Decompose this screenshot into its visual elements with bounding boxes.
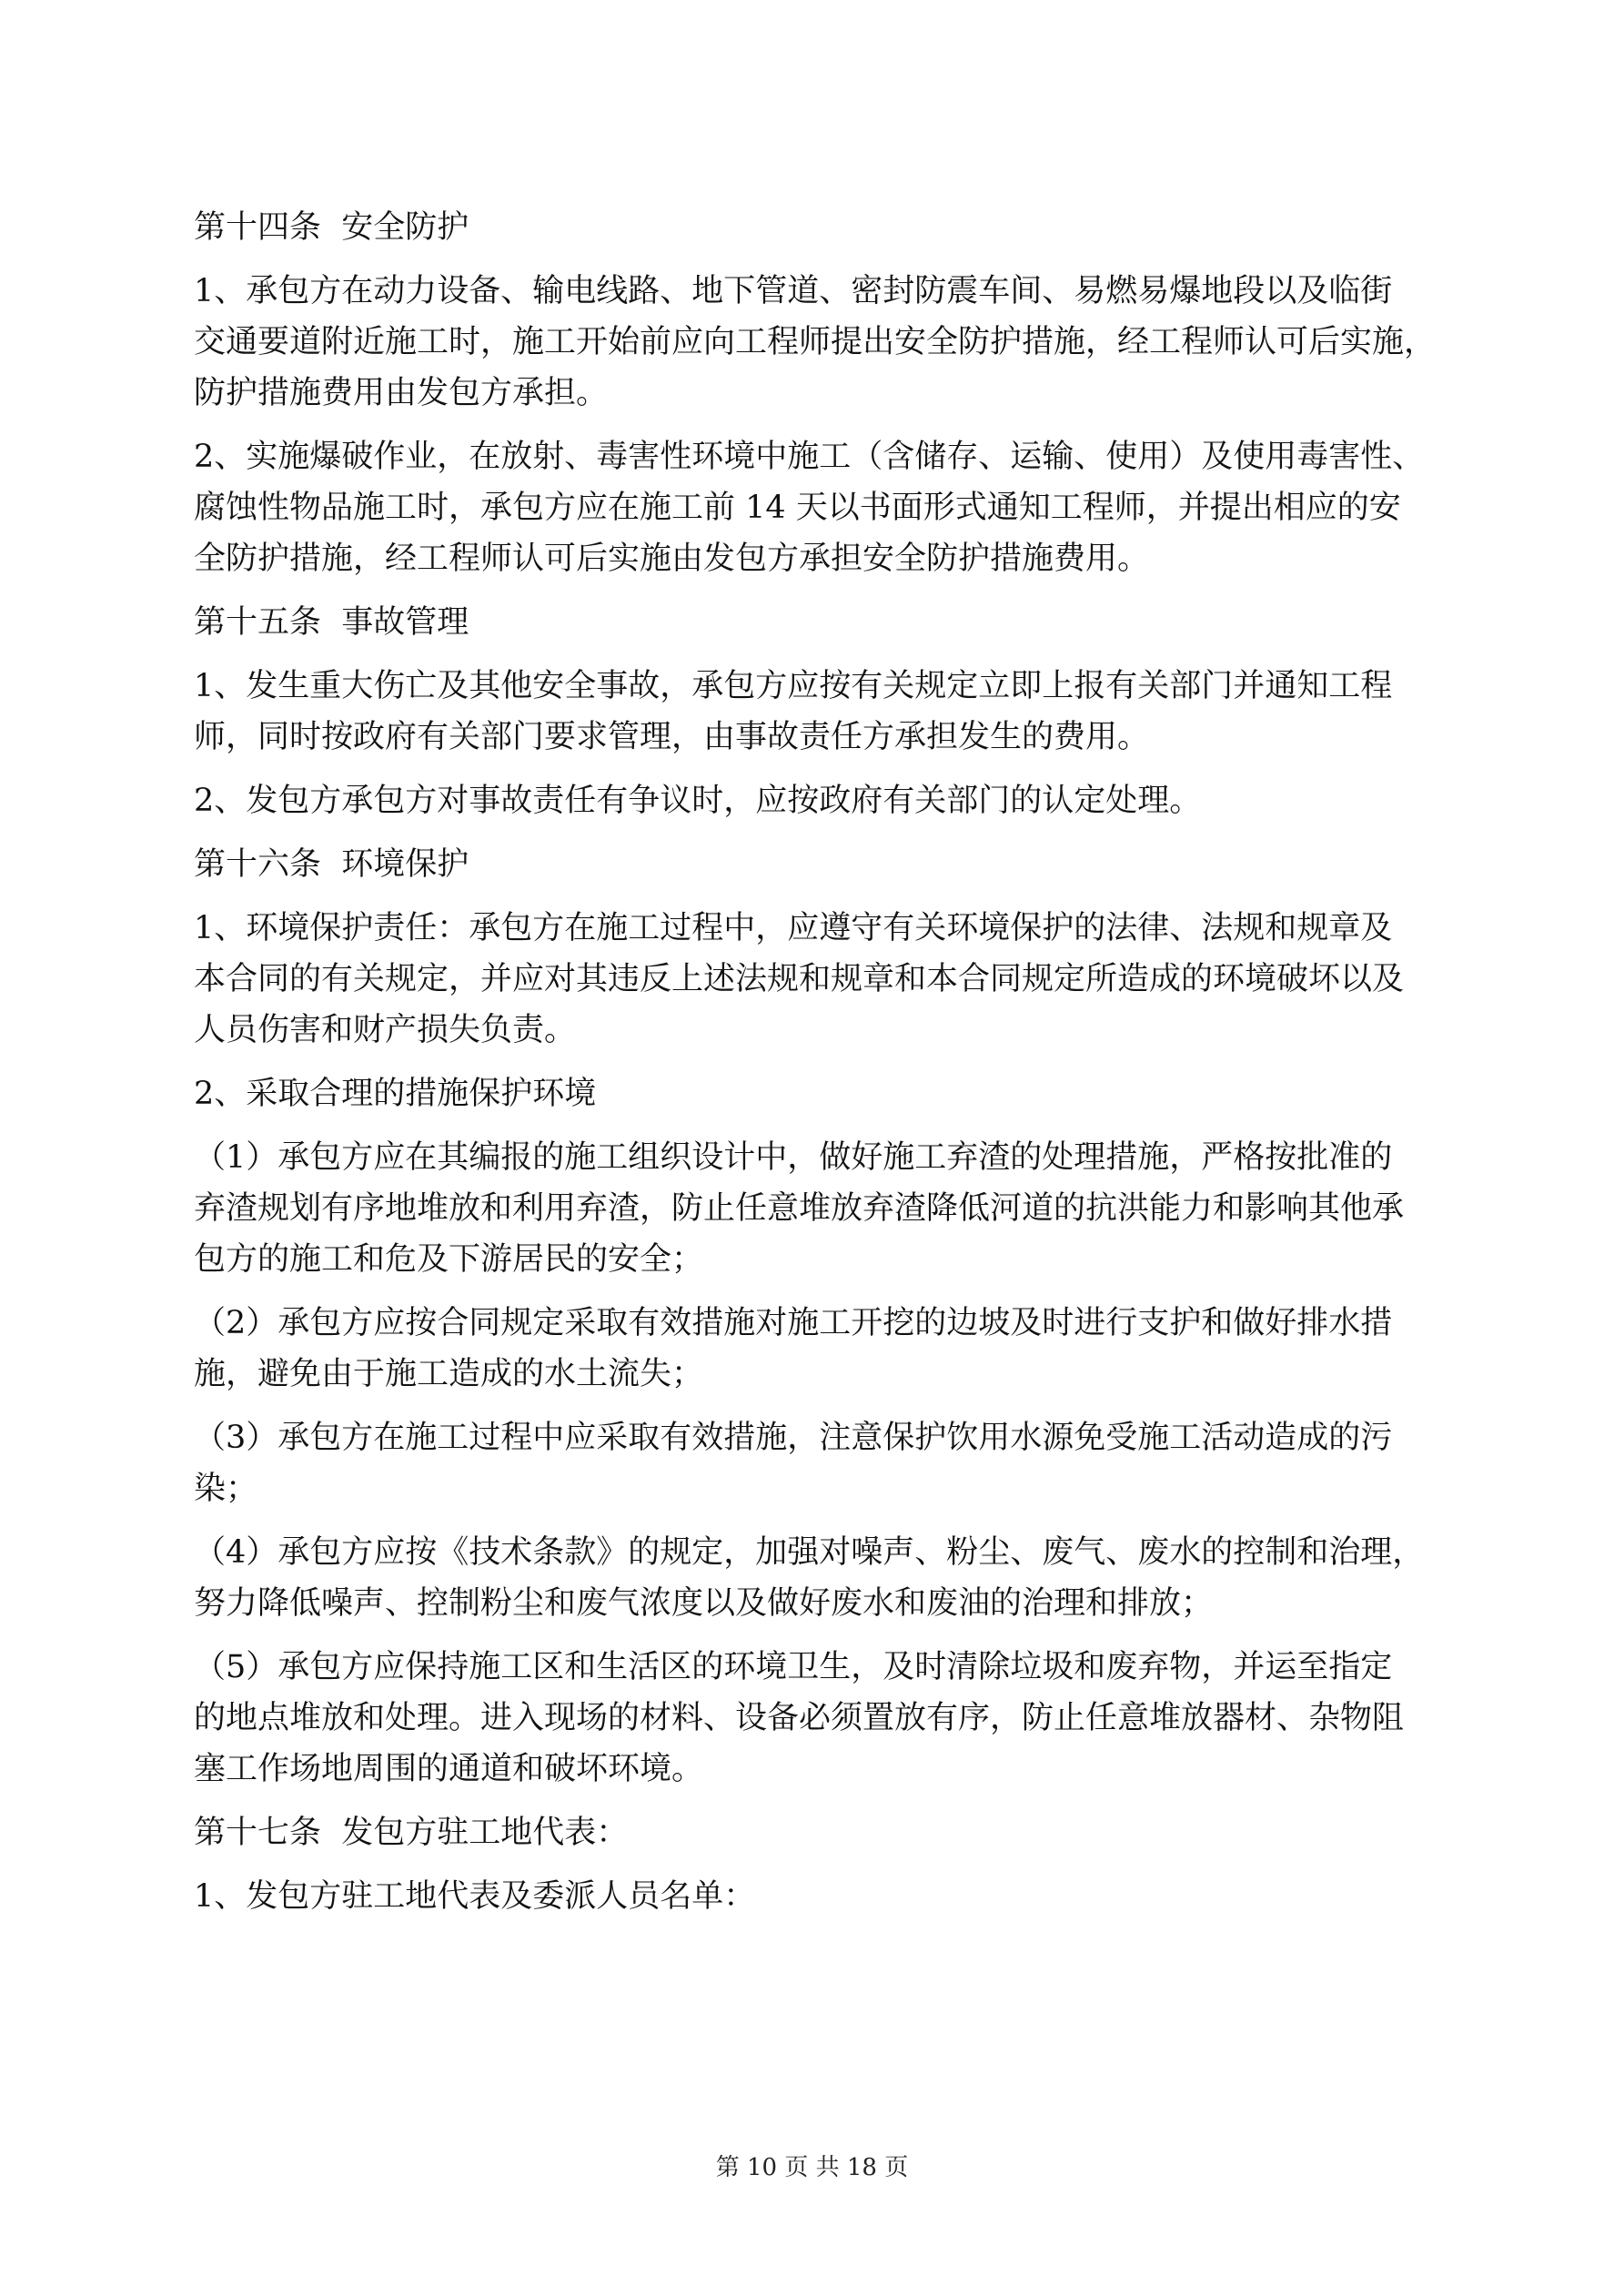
article-15-heading: 第十五条 事故管理 xyxy=(194,604,469,641)
article-16-item-5-line-3: 塞工作场地周围的通道和破坏环境。 xyxy=(194,1751,704,1787)
article-16-clause-1-line-2: 本合同的有关规定，并应对其违反上述法规和规章和本合同规定所造成的环境破坏以及 xyxy=(194,961,1405,997)
article-14-clause-2-line-1: 2、实施爆破作业，在放射、毒害性环境中施工（含储存、运输、使用）及使用毒害性、 xyxy=(194,439,1425,475)
document-body xyxy=(194,202,1442,1922)
article-16-item-1-line-3: 包方的施工和危及下游居民的安全； xyxy=(194,1241,704,1278)
article-17-clause-1: 1、发包方驻工地代表及委派人员名单： xyxy=(194,1878,756,1915)
article-16-item-1-line-1: （1）承包方应在其编报的施工组织设计中，做好施工弃渣的处理措施，严格按批准的 xyxy=(194,1139,1393,1176)
article-16-clause-1-line-3: 人员伤害和财产损失负责。 xyxy=(194,1012,577,1048)
article-14-heading: 第十四条 安全防护 xyxy=(194,209,469,246)
page-number-footer: 第 10 页 共 18 页 xyxy=(715,2154,909,2181)
article-16-item-1-line-2: 弃渣规划有序地堆放和利用弃渣，防止任意堆放弃渣降低河道的抗洪能力和影响其他承 xyxy=(194,1190,1405,1227)
article-16-item-4-line-1: （4）承包方应按《技术条款》的规定，加强对噪声、粉尘、废气、废水的控制和治理， xyxy=(194,1534,1425,1571)
article-16-clause-1-line-1: 1、环境保护责任：承包方在施工过程中，应遵守有关环境保护的法律、法规和规章及 xyxy=(194,910,1393,946)
article-15-clause-2: 2、发包方承包方对事故责任有争议时，应按政府有关部门的认定处理。 xyxy=(194,783,1202,819)
article-14-clause-2-line-2: 腐蚀性物品施工时，承包方应在施工前 14 天以书面形式通知工程师，并提出相应的安 xyxy=(194,490,1401,526)
article-15-clause-1-line-2: 师，同时按政府有关部门要求管理，由事故责任方承担发生的费用。 xyxy=(194,719,1150,755)
article-16-item-5-line-1: （5）承包方应保持施工区和生活区的环境卫生，及时清除垃圾和废弃物，并运至指定 xyxy=(194,1649,1393,1685)
article-16-item-4-line-2: 努力降低噪声、控制粉尘和废气浓度以及做好废水和废油的治理和排放； xyxy=(194,1585,1214,1622)
article-17-heading: 第十七条 发包方驻工地代表： xyxy=(194,1815,629,1851)
article-16-item-3-line-1: （3）承包方在施工过程中应采取有效措施，注意保护饮用水源免受施工活动造成的污 xyxy=(194,1420,1393,1456)
article-15-clause-1-line-1: 1、发生重大伤亡及其他安全事故，承包方应按有关规定立即上报有关部门并通知工程 xyxy=(194,668,1393,704)
article-16-item-2-line-1: （2）承包方应按合同规定采取有效措施对施工开挖的边坡及时进行支护和做好排水措 xyxy=(194,1305,1393,1341)
article-14-clause-1-line-2: 交通要道附近施工时，施工开始前应向工程师提出安全防护措施，经工程师认可后实施， xyxy=(194,324,1437,360)
article-16-item-5-line-2: 的地点堆放和处理。进入现场的材料、设备必须置放有序，防止任意堆放器材、杂物阻 xyxy=(194,1700,1405,1736)
article-16-heading: 第十六条 环境保护 xyxy=(194,846,469,883)
article-16-item-3-line-2: 染； xyxy=(194,1471,258,1507)
article-14-clause-1-line-3: 防护措施费用由发包方承担。 xyxy=(194,375,609,411)
article-14-clause-1-line-1: 1、承包方在动力设备、输电线路、地下管道、密封防震车间、易燃易爆地段以及临街 xyxy=(194,273,1393,309)
article-16-item-2-line-2: 施，避免由于施工造成的水土流失； xyxy=(194,1356,704,1392)
article-16-clause-2: 2、采取合理的措施保护环境 xyxy=(194,1076,597,1112)
article-14-clause-2-line-3: 全防护措施，经工程师认可后实施由发包方承担安全防护措施费用。 xyxy=(194,541,1150,577)
